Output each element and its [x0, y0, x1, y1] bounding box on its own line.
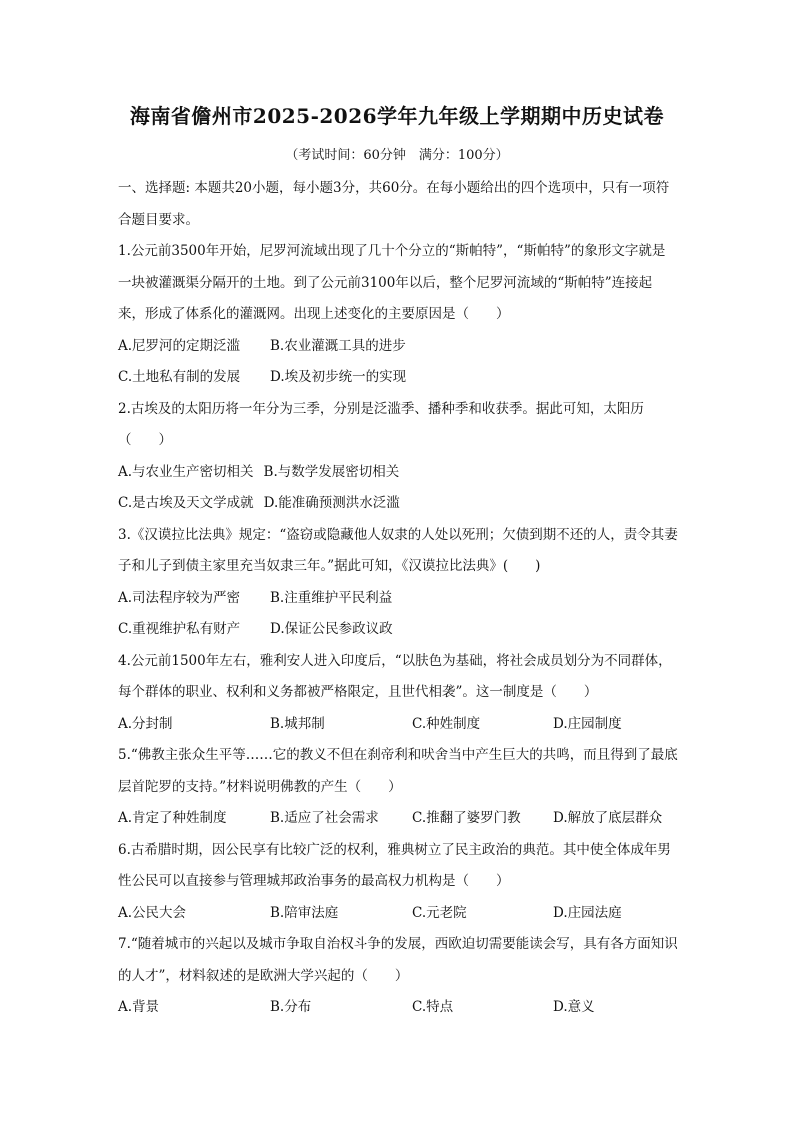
- page-title: 海南省儋州市2025-2026学年九年级上学期期中历史试卷: [129, 104, 665, 128]
- option-row: [118, 898, 678, 930]
- question-stem: 6.古希腊时期，因公民享有比较广泛的权利，雅典树立了民主政治的典范。其中使全体成年男性公民可以直接参与管理城邦政治事务的最高权力机构是（ ）: [118, 841, 671, 889]
- option-row: [118, 709, 678, 741]
- option-d: D.能准确预测洪水泛滥: [263, 495, 400, 511]
- option-a: A.司法程序较为严密: [118, 589, 241, 606]
- option-row: [118, 331, 678, 363]
- option-row: [118, 614, 678, 646]
- option-c: C.种姓制度: [412, 715, 481, 732]
- option-b: B.陪审法庭: [270, 904, 339, 921]
- option-a: A.背景: [118, 999, 160, 1015]
- option-c: C.元老院: [412, 904, 467, 921]
- option-row: [118, 457, 678, 489]
- option-row: [118, 583, 678, 615]
- option-c: C.特点: [412, 999, 454, 1015]
- option-a: A.肯定了种姓制度: [118, 810, 227, 826]
- option-b: B.农业灌溉工具的进步: [270, 337, 406, 354]
- question-stem: 7.“随着城市的兴起以及城市争取自治权斗争的发展，西欧迫切需要能读会写，具有各方面知识的人才”，材料叙述的是欧洲大学兴起的（ ）: [118, 936, 678, 984]
- exam-info: （考试时间：60分钟 满分：100分）: [285, 148, 509, 163]
- option-c: C.土地私有制的发展: [118, 369, 241, 385]
- question-stem: 2.古埃及的太阳历将一年分为三季，分别是泛滥季、播种季和收获季。据此可知，太阳历（ ）: [118, 400, 644, 448]
- option-d: D.埃及初步统一的实现: [270, 369, 407, 385]
- option-row: [118, 362, 678, 394]
- question-stem: 5.“佛教主张众生平等……它的教义不但在刹帝利和吠舍当中产生巨大的共鸣，而且得到了最底层首陀罗的支持。”材料说明佛教的产生（ ）: [118, 747, 678, 795]
- option-d: D.庄园制度: [553, 715, 622, 732]
- option-c: C.推翻了婆罗门教: [412, 810, 521, 826]
- exam-content: [118, 173, 678, 1024]
- option-c: C.是古埃及天文学成就: [118, 495, 254, 511]
- option-b: B.注重维护平民利益: [270, 589, 393, 606]
- section-heading: 一、选择题: 本题共20小题，每小题3分，共60分。在每小题给出的四个选项中，只有一项符合题目要求。: [118, 180, 670, 228]
- option-a: A.分封制: [118, 715, 173, 732]
- option-c: C.重视维护私有财产: [118, 621, 241, 637]
- option-a: A.与农业生产密切相关: [118, 463, 254, 480]
- option-row: [118, 488, 678, 520]
- option-row: [118, 803, 678, 835]
- option-a: A.公民大会: [118, 904, 187, 921]
- option-d: D.解放了底层群众: [553, 810, 663, 826]
- option-b: B.分布: [270, 999, 312, 1015]
- option-d: D.庄园法庭: [553, 904, 622, 921]
- question-stem: 4.公元前1500年左右，雅利安人进入印度后，“以肤色为基础，将社会成员划分为不同群体，每个群体的职业、权利和义务都被严格限定，且世代相袭”。这一制度是（ ）: [118, 652, 672, 700]
- option-a: A.尼罗河的定期泛滥: [118, 337, 241, 354]
- option-d: D.保证公民参政议政: [270, 621, 393, 637]
- option-row: [118, 992, 678, 1024]
- option-b: B.适应了社会需求: [270, 810, 379, 826]
- option-d: D.意义: [553, 999, 595, 1015]
- option-b: B.与数学发展密切相关: [263, 463, 400, 480]
- option-b: B.城邦制: [270, 715, 325, 732]
- question-stem: 1.公元前3500年开始，尼罗河流域出现了几十个分立的“斯帕特”，“斯帕特”的象形文字就是一块被灌溉渠分隔开的土地。到了公元前3100年以后，整个尼罗河流域的“斯帕特”连接起来，形成了体系化的灌溉网。出现上述变化的主要原因是（ ）: [118, 243, 666, 322]
- question-stem: 3.《汉谟拉比法典》规定：“盗窃或隐藏他人奴隶的人处以死刑；欠债到期不还的人，责令其妻子和儿子到债主家里充当奴隶三年。”据此可知，《汉谟拉比法典》( ): [118, 526, 678, 574]
